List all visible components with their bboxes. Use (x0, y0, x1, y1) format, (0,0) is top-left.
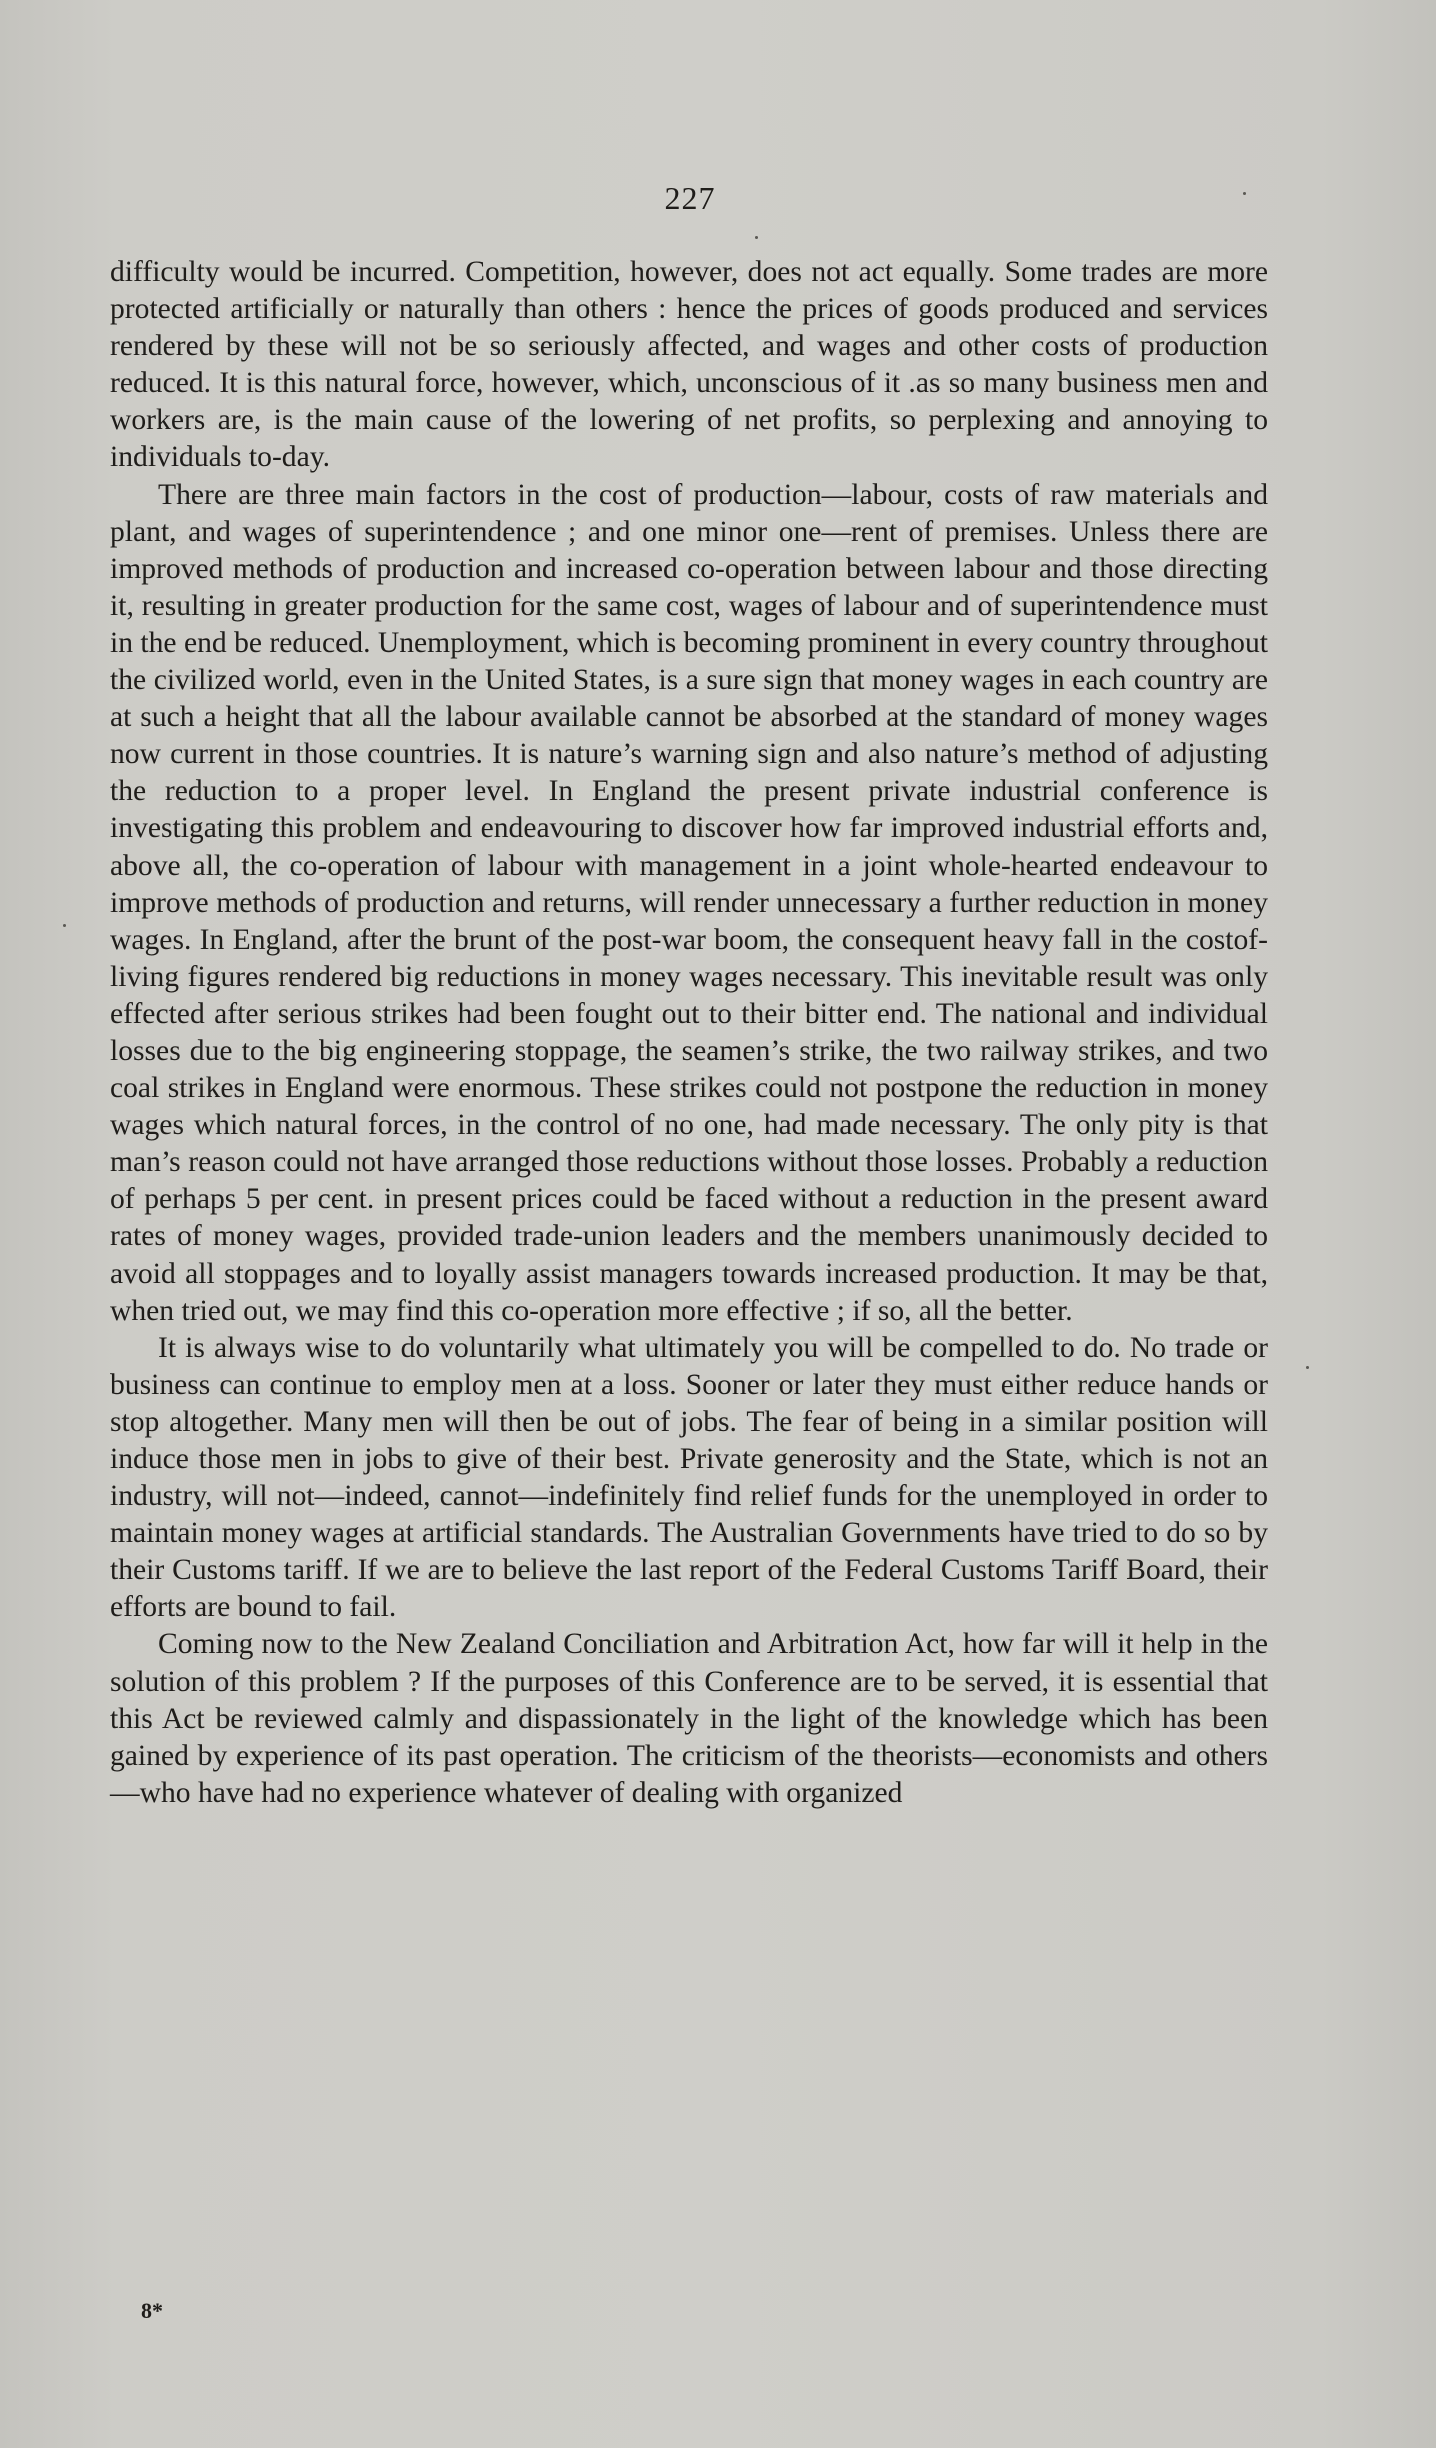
paper-speck (1243, 192, 1246, 195)
paragraph-continuation: difficulty would be incurred. Competition, however, does not act equally. Some trades are more protected artificially or naturally than others : hence the prices of goods produced and services rendered by these will not be so seriously affected, and wages and other costs of production reduced. It is this natural force, however, which, unconscious of it .as so many business men and workers are, is the main cause of the lowering of net profits, so perplexing and annoying to individuals to-day. (110, 256, 1268, 474)
paper-speck (63, 924, 66, 927)
paper-speck (755, 236, 758, 239)
paragraph-arbitration-act: Coming now to the New Zealand Conciliation and Arbitration Act, how far will it help in the solution of this problem ? If the purposes of this Conference are to be served, it is essential that this Act be reviewed calmly and dispassionately in the light of the knowledge which has been gained by experience of its past operation. The criticism of the theorists—economists and others—who have had no experience whatever of dealing with organized (110, 1628, 1268, 1809)
body-text (110, 254, 1268, 1812)
page-number: 227 (664, 180, 716, 216)
paragraph-voluntary-action: It is always wise to do voluntarily what ultimately you will be compelled to do. No trade or business can continue to employ men at a loss. Sooner or later they must either reduce hands or stop altogether. Many men will then be out of jobs. The fear of being in a similar position will induce those men in jobs to give of their best. Private generosity and the State, which is not an industry, will not—indeed, cannot—indefinitely find relief funds for the unemployed in order to maintain money wages at artificial standards. The Australian Governments have tried to do so by their Customs tariff. If we are to believe the last report of the Federal Customs Tariff Board, their efforts are bound to fail. (110, 1331, 1268, 1624)
paper-speck (1306, 1366, 1309, 1369)
signature-mark: 8* (141, 2298, 163, 2323)
paragraph-production-factors: There are three main factors in the cost of production—labour, costs of raw materials and plant, and wages of superintendence ; and one minor one—rent of premises. Unless there are improved methods of production and increased co-operation between labour and those directing it, resulting in greater production for the same cost, wages of labour and of superintendence must in the end be reduced. Unemployment, which is becoming prominent in every country throughout the civilized world, even in the United States, is a sure sign that money wages in each country are at such a height that all the labour available cannot be absorbed at the standard of money wages now current in those countries. It is nature’s warning sign and also nature’s method of adjusting the reduction to a proper level. In England the present private industrial conference is investigating this problem and endeavouring to discover how far improved industrial efforts and, above all, the co-operation of labour with management in a joint whole-hearted endeavour to improve methods of production and returns, will render unnecessary a further reduction in money wages. In England, after the brunt of the post-war boom, the consequent heavy fall in the costof-living figures rendered big reductions in money wages necessary. This inevitable result was only effected after serious strikes had been fought out to their bitter end. The national and individual losses due to the big engineering stoppage, the seamen’s strike, the two railway strikes, and two coal strikes in England were enormous. These strikes could not postpone the reduction in money wages which natural forces, in the control of no one, had made necessary. The only pity is that man’s reason could not have arranged those reductions without those losses. Probably a reduction of perhaps 5 per cent. in present prices could be faced without a reduction in the present award rates of money wages, provided trade-union leaders and the members unanimously decided to avoid all stoppages and to loyally assist managers towards increased production. It may be that, when tried out, we may find this co-operation more effective ; if so, all the better. (110, 478, 1268, 1327)
